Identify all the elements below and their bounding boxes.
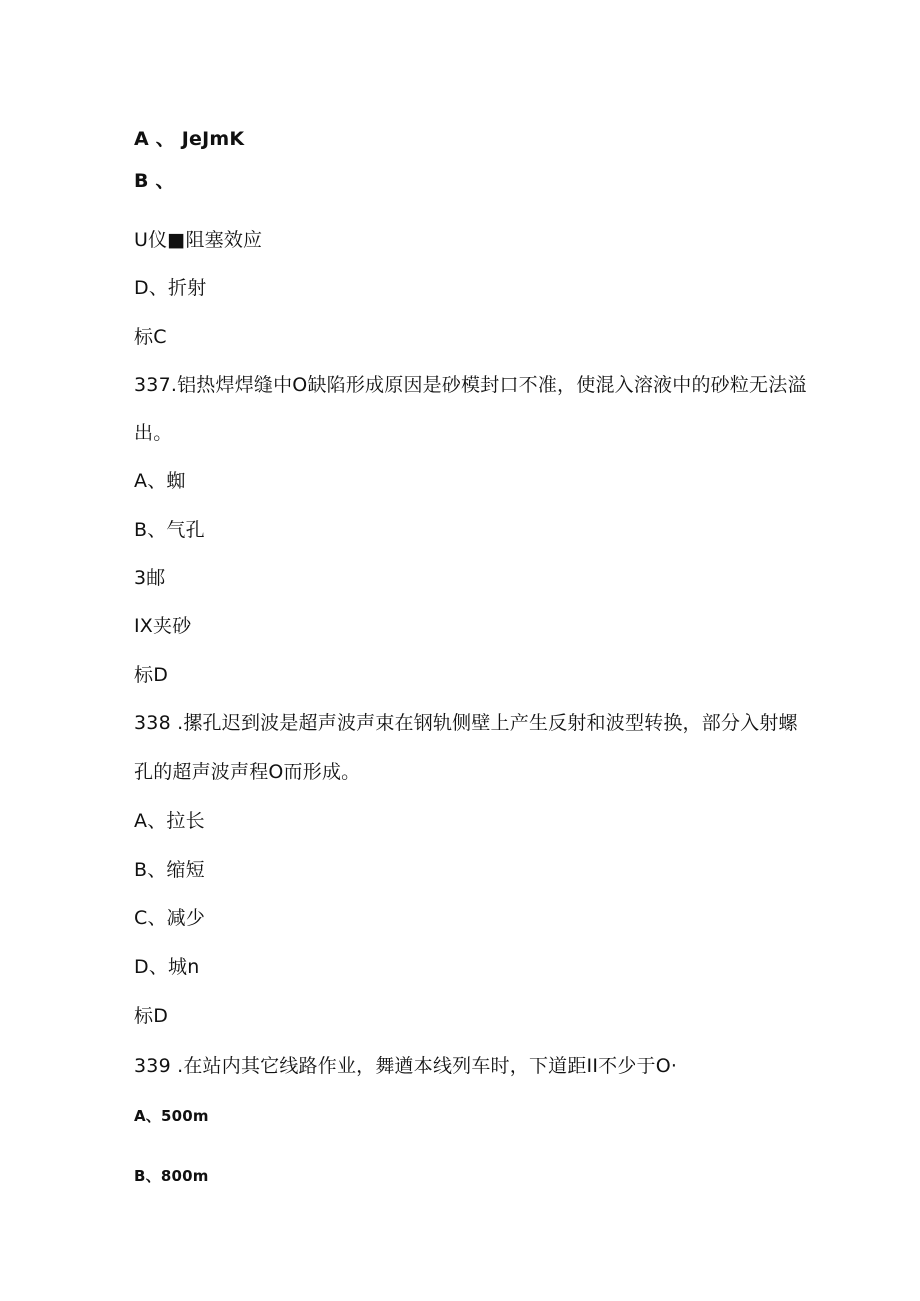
question-337-option-c: 3邮	[134, 567, 166, 589]
question-338-option-c: C、减少	[134, 907, 206, 929]
option-b-line: B 、	[134, 170, 175, 192]
option-c-line: U仪■阻塞效应	[134, 229, 263, 251]
answer-line: 标C	[134, 326, 167, 348]
option-d-line: D、折射	[134, 277, 207, 299]
question-338-line-2: 孔的超声波声程O而形成。	[134, 761, 361, 783]
question-339-option-a: A、500m	[134, 1107, 209, 1125]
option-a-line: A 、 JeJmK	[134, 128, 245, 150]
question-338-option-b: B、缩短	[134, 859, 205, 881]
question-338-line-1: 338 .摞孔迟到波是超声波声束在钢轨侧壁上产生反射和波型转换，部分入射螺	[134, 712, 798, 734]
question-337-answer: 标D	[134, 664, 169, 686]
question-339-option-b: B、800m	[134, 1167, 209, 1185]
question-339-line-1: 339 .在站内其它线路作业，舞遒本线列车时，下道距II不少于O·	[134, 1055, 678, 1077]
question-338-option-a: A、拉长	[134, 810, 205, 832]
question-337-option-b: B、气孔	[134, 519, 205, 541]
question-337-option-d: IX夹砂	[134, 615, 192, 637]
question-337-line-1: 337.铝热焊焊缝中O缺陷形成原因是砂模封口不准，使混入溶液中的砂粒无法溢	[134, 374, 807, 396]
question-337-option-a: A、蜘	[134, 470, 186, 492]
question-338-answer: 标D	[134, 1005, 169, 1027]
question-338-option-d: D、城n	[134, 956, 200, 978]
question-337-line-2: 出。	[134, 422, 173, 444]
